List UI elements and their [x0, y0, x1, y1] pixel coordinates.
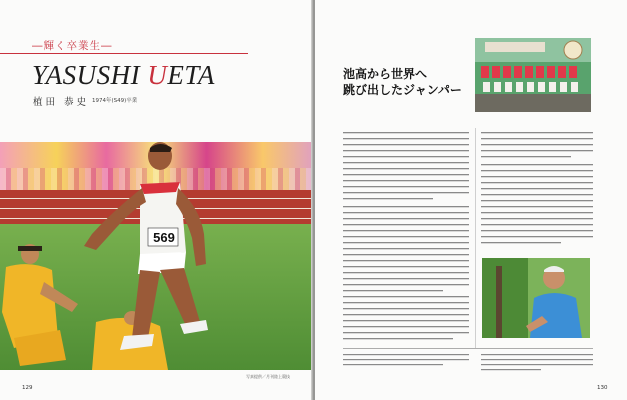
footer-text: [343, 354, 593, 370]
photo-credit: 写真提供／月刊陸上競技: [246, 374, 290, 379]
headline-line-1: 池高から世界へ: [343, 67, 428, 81]
left-page: [0, 0, 313, 400]
photo-figures: [0, 142, 313, 370]
title-rule: [0, 53, 248, 54]
name-en-suffix: ETA: [167, 60, 215, 90]
left-column-text: [343, 132, 469, 339]
seated-official-figure: [2, 244, 78, 366]
jumper-figure: [84, 142, 208, 350]
column-divider: [475, 128, 476, 348]
graduation-year: 1974年(S49)卒業: [92, 98, 138, 104]
right-page: [315, 0, 627, 400]
right-column-text: [481, 132, 593, 243]
bib-number: 569: [153, 230, 175, 245]
footer-rule: [343, 348, 593, 349]
page-number-right: 130: [597, 385, 608, 391]
name-english: [32, 60, 215, 91]
team-photo: [475, 38, 591, 112]
article-headline: [343, 66, 462, 98]
name-en-prefix: YASUSHI: [32, 60, 148, 90]
portrait-photo-drawing: [482, 258, 590, 338]
page-number-left: 129: [22, 385, 33, 391]
athlete-photo: [0, 142, 313, 370]
headline-line-2: 跳び出したジャンパー: [343, 83, 462, 97]
series-label: ―輝く卒業生―: [32, 40, 113, 52]
team-photo-drawing: [475, 38, 591, 112]
name-en-accent: U: [147, 60, 168, 90]
name-japanese: 植田 恭史: [33, 97, 90, 108]
portrait-photo: [482, 258, 590, 338]
